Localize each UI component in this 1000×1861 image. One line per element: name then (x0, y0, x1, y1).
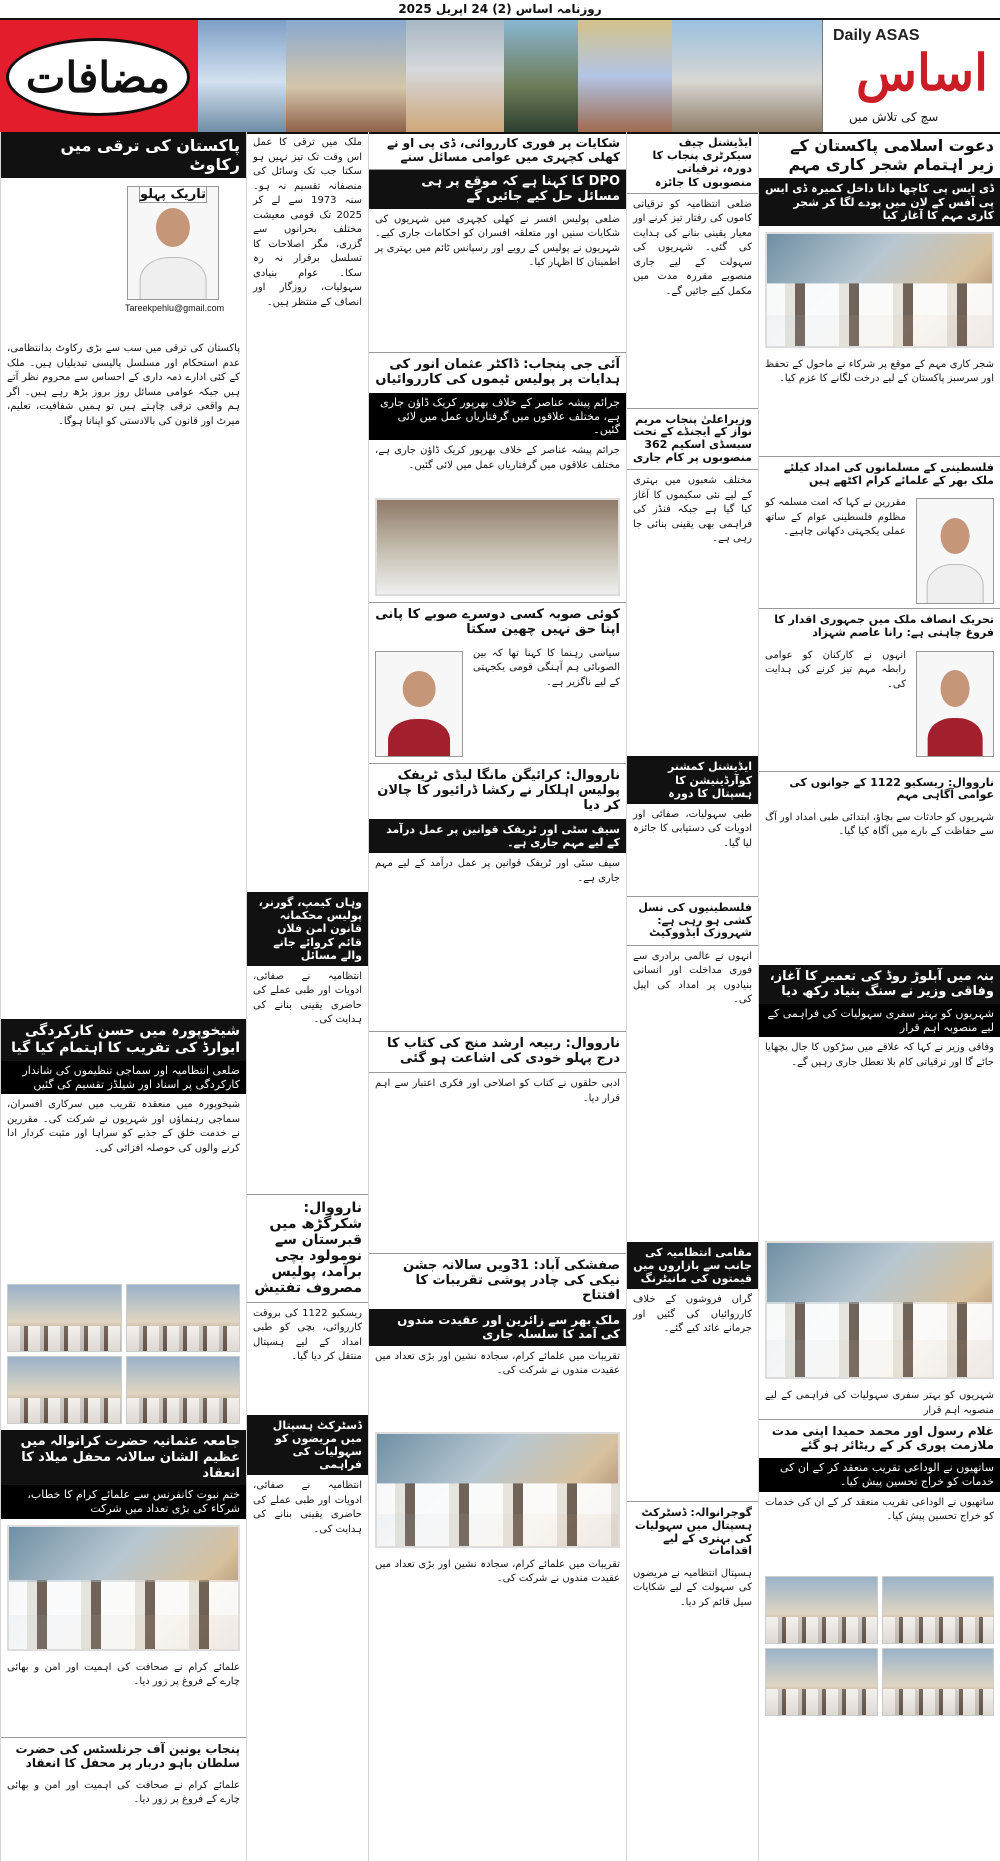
column-2 (246, 132, 368, 1861)
tree-planting-photo (765, 232, 994, 348)
col4-headline: ایڈیشنل چیف سیکرٹری پنجاب کا دورہ، ترقیاتی منصوبوں کا جائزہ (627, 132, 758, 194)
hero-photo-5 (578, 20, 672, 132)
col1-body: پاکستان کی ترقی میں سب سے بڑی رکاوٹ بدانتظامی، عدم استحکام اور مسلسل پالیسی تبدیلیاں ہیں۔ ملک کے کئی ادارے ذمہ داری کے احساس سے محروم نظر آتے ہیں جبکہ عوامی مسائل روز بروز بڑھ رہے ہیں۔ اگر ہم واقعی ترقی چاہتے ہیں تو ہمیں شفافیت، تعلیم، میرٹ اور قانون کی بالادستی کو اپنانا ہوگا۔ (7, 343, 240, 427)
col2-story4-title: ڈسٹرکٹ ہسپتال میں مریضوں کو سہولیات کی فراہمی (247, 1415, 368, 1476)
col2-story2-title: وہاں کیمپ، گورنر، پولیس محکمانہ قانون امن فلاں قائم کروائے جانے والے مسائل (247, 892, 368, 966)
col3-story2-body: جرائم پیشہ عناصر کے خلاف بھرپور کریک ڈاؤن جاری ہے، مختلف علاقوں میں گرفتاریاں عمل میں لائی گئیں۔ (375, 445, 620, 471)
col5-story5-caption: شہریوں کو بہتر سفری سہولیات کی فراہمی کے لیے منصوبہ اہم قرار (765, 1390, 994, 1416)
person-body-icon (388, 719, 450, 757)
col4-story5-title: مقامی انتظامیہ کی جانب سے بازاروں میں قیمتوں کی مانیٹرنگ (627, 1242, 758, 1290)
col4-story5-body: گراں فروشوں کے خلاف کارروائیاں کی گئیں اور جرمانے عائد کیے گئے۔ (633, 1294, 752, 1335)
col4-story2-title: وزیراعلیٰ پنجاب مریم نواز کے ایجنڈے کے تحت سبسڈی اسکیم 362 منصوبوں پر کام جاری (627, 408, 758, 471)
col3-story5-title: نارووال: ربیعہ ارشد منج کی کتاب کا درج پہلو خودی کی اشاعت ہو گئی (369, 1031, 626, 1073)
col5-story3-body: انہوں نے کارکنان کو عوامی رابطہ مہم تیز کرنے کی ہدایت کی۔ (765, 649, 906, 690)
column-1 (0, 132, 246, 1861)
col1-story3-title: جامعہ عثمانیہ حضرت کرانوالہ میں عظیم الشان سالانہ محفل میلاد کا انعقاد (1, 1430, 246, 1485)
award-photo-1 (126, 1284, 241, 1352)
column-4 (626, 132, 758, 1861)
face-icon (156, 208, 190, 247)
masthead (0, 18, 1000, 134)
col2-story4-body: انتظامیہ نے صفائی، ادویات اور طبی عملے کی حاضری یقینی بنانے کی ہدایت کی۔ (253, 1480, 362, 1535)
col5-story5-title: بنہ میں آبلوڑ روڈ کی تعمیر کا آغاز، وفاقی وزیر نے سنگ بنیاد رکھ دیا (759, 965, 1000, 1004)
col3-story6-body: تقریبات میں علمائے کرام، سجادہ نشین اور بڑی تعداد میں عقیدت مندوں نے شرکت کی۔ (375, 1350, 620, 1377)
col3-story6-subtitle: ملک بھر سے زائرین اور عقیدت مندوں کی آمد کا سلسلہ جاری (369, 1309, 626, 1346)
col4-story2-body: مختلف شعبوں میں بہتری کے لیے نئی سکیموں کا آغاز کیا گیا ہے جبکہ فنڈز کی فراہمی بھی یقینی بنائی جا رہی ہے۔ (633, 475, 752, 545)
retirement-photo-1 (882, 1576, 995, 1644)
col1-story2-body: شیخوپورہ میں منعقدہ تقریب میں سرکاری افسران، سماجی رہنماؤں اور شہریوں نے شرکت کی۔ مقررین نے خدمت خلق کے جذبے کو سراہا اور مثبت کردار ادا کرنے والوں کی حوصلہ افزائی کی۔ (7, 1099, 240, 1154)
col5-story5-subtitle: شہریوں کو بہتر سفری سہولیات کی فراہمی کے لیے منصوبہ اہم قرار (759, 1004, 1000, 1038)
col5-story4-title: نارووال: ریسکیو 1122 کے جوانوں کی عوامی آگاہی مہم (759, 771, 1000, 807)
retirement-photo-4 (765, 1648, 878, 1716)
col5-story2-body: مقررین نے کہا کہ امت مسلمہ کو مظلوم فلسطینی عوام کے ساتھ عملی یکجہتی دکھانی چاہیے۔ (765, 497, 906, 538)
col1-story2-title: شیخوپورہ میں حسن کارکردگی ایوارڈ کی تقریب کا اہتمام کیا گیا (1, 1019, 246, 1061)
english-brand: Daily ASAS (833, 27, 920, 44)
col3-story6-body-end: تقریبات میں علمائے کرام، سجادہ نشین اور بڑی تعداد میں عقیدت مندوں نے شرکت کی۔ (375, 1558, 620, 1585)
hero-photo-3 (406, 20, 504, 132)
col5-headline: دعوت اسلامی پاکستان کے زیر اہتمام شجر کاری مہم (788, 136, 994, 175)
retirement-photo-2 (765, 1576, 878, 1644)
col4-story6-body: ہسپتال انتظامیہ نے مریضوں کی سہولت کے لیے شکایات سیل قائم کر دیا۔ (633, 1567, 752, 1608)
col4-story4-title: فلسطینیوں کی نسل کشی ہو رہی ہے: شہروزک ایڈووکیٹ (627, 896, 758, 946)
col5-story5-body: وفاقی وزیر نے کہا کہ علاقے میں سڑکوں کا جال بچھایا جائے گا اور ترقیاتی کام بلا تعطل جاری رہیں گے۔ (765, 1042, 994, 1068)
col1-story4-body: علمائے کرام نے صحافت کی اہمیت اور امن و بھائی چارے کے فروغ پر زور دیا۔ (7, 1779, 240, 1806)
person-body-icon (140, 257, 207, 300)
col3-story2-subtitle: جرائم پیشہ عناصر کے خلاف بھرپور کریک ڈاؤن جاری ہے، مختلف علاقوں میں گرفتاریاں عمل میں لائی گئیں۔ (369, 393, 626, 440)
date-line: روزنامہ اساس (2) 24 اپریل 2025 (398, 2, 602, 16)
face-icon (941, 518, 970, 554)
col3-subhead: DPO کا کہنا ہے کہ موقع پر ہی مسائل حل کیے جائیں گے (369, 170, 626, 209)
col1-story3-subtitle: ختم نبوت کانفرنس سے علمائے کرام کا خطاب، شرکاء کی بڑی تعداد میں شرکت (1, 1485, 246, 1519)
brand-logo: اساس (855, 43, 988, 102)
section-title-oval (6, 38, 190, 116)
person-body-icon (928, 718, 983, 756)
col2-body: ملک میں ترقی کا عمل اس وقت تک تیز نہیں ہو سکتا جب تک وسائل کی منصفانہ تقسیم نہ ہو۔ سنہ 1973 سے لے کر 2025 تک قومی معیشت مختلف بحرانوں سے گزری، مگر اصلاحات کا تسلسل برقرار نہ رہ سکا۔ عوام بنیادی سہولیات، روزگار اور انصاف کے منتظر ہیں۔ (253, 137, 363, 308)
author-byline: تاریک پہلو (140, 187, 206, 203)
hero-photo-1 (198, 20, 286, 132)
award-photo-2 (7, 1284, 122, 1352)
speaker-photo-1 (916, 498, 994, 604)
col4-story3-body: طبی سہولیات، صفائی اور ادویات کی دستیابی کا جائزہ لیا گیا۔ (633, 808, 752, 849)
event-photo (7, 1525, 240, 1651)
col5-story6-subtitle: ساتھیوں نے الوداعی تقریب منعقد کر کے ان کی خدمات کو خراج تحسین پیش کیا۔ (759, 1458, 1000, 1492)
speaker-photo-2 (916, 651, 994, 757)
ceremony-photo (375, 1432, 620, 1548)
col4-story4-body: انہوں نے عالمی برادری سے فوری مداخلت اور انسانی بنیادوں پر امداد کی اپیل کی۔ (633, 950, 752, 1006)
politician-photo (375, 651, 463, 757)
col2-story2-body: انتظامیہ نے صفائی، ادویات اور طبی عملے کی حاضری یقینی بنانے کی ہدایت کی۔ (253, 970, 362, 1026)
column-5 (758, 132, 1000, 1861)
news-grid (0, 132, 1000, 1861)
col5-story6-body: ساتھیوں نے الوداعی تقریب منعقد کر کے ان کی خدمات کو خراج تحسین پیش کیا۔ (765, 1496, 994, 1523)
award-photo-4 (7, 1356, 122, 1424)
masthead-hero (198, 20, 822, 132)
award-photo-3 (126, 1356, 241, 1424)
col3-story2-title: آئی جی پنجاب: ڈاکٹر عثمان انور کی ہدایات پر پولیس ٹیموں کی کارروائیاں (369, 352, 626, 393)
col1-story3-body-placeholder: علمائے کرام نے صحافت کی اہمیت اور امن و بھائی چارے کے فروغ پر زور دیا۔ (7, 1661, 240, 1688)
col1-story4-title: پنجاب یونین آف جرنلسٹس کی حضرت سلطان باہو دربار پر محفل کا انعقاد (1, 1737, 246, 1775)
col2-story3-title: نارووال: شکرگڑھ میں قبرستان سے نومولود بچی برآمد، پولیس مصروف تفتیش (247, 1194, 368, 1303)
col2-story3-body: ریسکیو 1122 کی بروقت کارروائی، بچی کو طبی امداد کے لیے ہسپتال منتقل کر دیا گیا۔ (253, 1307, 363, 1362)
face-icon (403, 671, 436, 707)
col3-story3-body: سیاسی رہنما کا کہنا تھا کہ بین الصوبائی ہم آہنگی قومی یکجہتی کے لیے ناگزیر ہے۔ (473, 647, 620, 688)
col5-story3-block (759, 645, 1000, 771)
section-brand-box (0, 20, 198, 132)
section-title: مضافات (25, 52, 171, 102)
col5-story2-title: فلسطینی کے مسلمانوں کی امداد کیلئے ملک بھر کے علمائے کرام اکٹھے ہیں (759, 456, 1000, 492)
col5-story3-title: تحریک انصاف ملک میں جمہوری اقدار کا فروغ چاہتی ہے: رانا عاصم شہزاد (759, 608, 1000, 644)
col5-story4-body: شہریوں کو حادثات سے بچاؤ، ابتدائی طبی امداد اور آگ سے حفاظت کے بارے میں آگاہ کیا گیا۔ (765, 811, 994, 838)
meeting-photo (375, 498, 620, 596)
col3-story4-title: نارووال: کرائیگن مانگا لیڈی ٹریفک پولیس اہلکار نے رکشا ڈرائیور کا چالان کر دیا (369, 763, 626, 819)
col3-story5-body: ادبی حلقوں نے کتاب کو اصلاحی اور فکری اعتبار سے اہم قرار دیا۔ (375, 1078, 620, 1104)
col5-body: شجر کاری مہم کے موقع پر شرکاء نے ماحول کے تحفظ اور سرسبز پاکستان کے لیے درخت لگانے کا عزم کیا۔ (765, 358, 994, 385)
column-3 (368, 132, 626, 1861)
retirement-photo-3 (882, 1648, 995, 1716)
col5-subhead: ڈی ایس پی کاچھا دانا داخل کمیرہ ڈی ایس پی آفس کے لان میں پودے لگا کر شجر کاری مہم کا آغاز کیا (759, 178, 1000, 226)
col5-story6-title: غلام رسول اور محمد حمیدا اپنی مدت ملازمت پوری کر کے ریٹائر ہو گئے (759, 1419, 1000, 1458)
inauguration-photo (765, 1241, 994, 1379)
daily-asas-logo-box (822, 20, 1000, 132)
col3-story3-title: کوئی صوبہ کسی دوسرے صوبے کا پانی اپنا حق نہیں چھین سکتا (369, 602, 626, 643)
hero-photo-6 (672, 20, 822, 132)
col4-body: ضلعی انتظامیہ کو ترقیاتی کاموں کی رفتار تیز کرنے اور معیار یقینی بنانے کی ہدایت کی گئی۔ شہریوں کی سہولت کے لیے جاری منصوبے مقررہ مدت میں مکمل کیے جائیں گے۔ (633, 198, 752, 297)
col5-story2-block (759, 492, 1000, 608)
award-photo-grid (1, 1284, 246, 1430)
col3-story4-body: سیف سٹی اور ٹریفک قوانین پر عمل درآمد کے لیے مہم جاری ہے۔ (375, 858, 620, 884)
face-icon (941, 670, 970, 706)
col3-story3-block (369, 643, 626, 763)
brand-tagline: سچ کی تلاش میں (849, 110, 939, 124)
col1-story2-subtitle: ضلعی انتظامیہ اور سماجی تنظیموں کی شاندار کارکردگی پر اسناد اور شیلڈز تقسیم کی گئیں (1, 1061, 246, 1095)
col4-story6-title: گوجرانوالہ: ڈسٹرکٹ ہسپتال میں سہولیات کی بہتری کے لیے اقدامات (627, 1501, 758, 1563)
col3-headline: شکایات پر فوری کارروائی، ڈی پی او نے کھلی کچہری میں عوامی مسائل سنے (369, 132, 626, 170)
author-photo (127, 186, 219, 300)
col4-story3-title: ایڈیشنل کمشنر کوآرڈینیشن کا ہسپتال کا دورہ (627, 756, 758, 804)
col3-body: ضلعی پولیس افسر نے کھلی کچہری میں شہریوں کی شکایات سنیں اور متعلقہ افسران کو احکامات جاری کیے۔ شہریوں نے پولیس کے رویے اور رسپانس ٹائم میں بہتری پر اطمینان کا اظہار کیا۔ (375, 213, 620, 269)
retirement-photo-grid (759, 1576, 1000, 1722)
author-email: Tareekpehlu@gmail.com (125, 303, 225, 314)
col1-headline: پاکستان کی ترقی میں رکاوٹ (1, 132, 246, 178)
col3-story4-band: سیف سٹی اور ٹریفک قوانین پر عمل درآمد کے لیے مہم جاری ہے۔ (369, 819, 626, 853)
person-body-icon (927, 564, 984, 604)
hero-photo-2 (286, 20, 406, 132)
author-block (1, 178, 246, 338)
hero-photo-4 (504, 20, 578, 132)
col3-story6-title: صفشکی آباد: 31ویں سالانہ جشن نیکی کی چادر پوشی تقریبات کا افتتاح (369, 1253, 626, 1309)
